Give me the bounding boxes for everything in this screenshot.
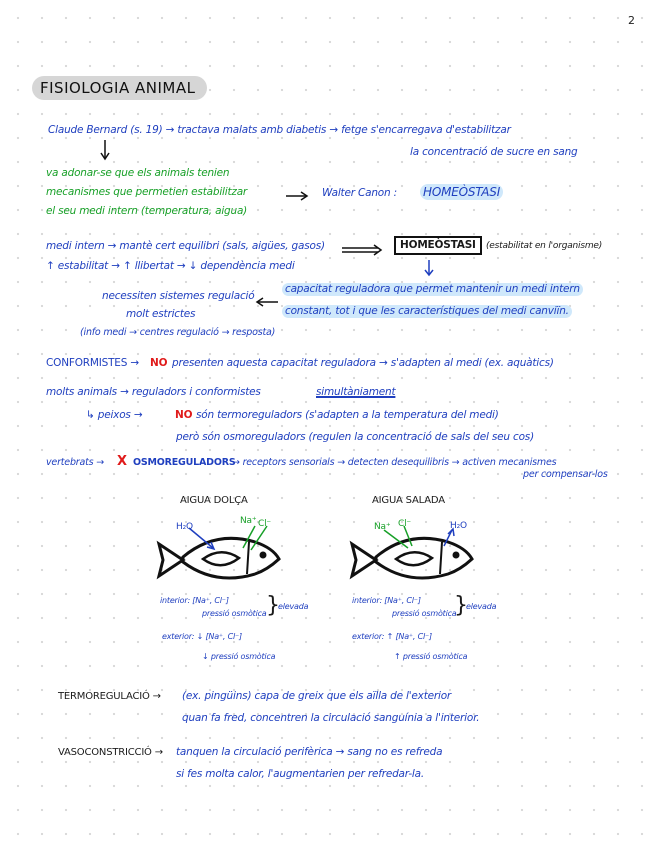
fish-salt-label-h2o: H₂O	[450, 521, 467, 531]
cannon-line-2: mecanismes que permetien estabilitzar	[46, 186, 248, 198]
simultaniament: simultàniament	[316, 386, 396, 398]
fish-title-salt: AIGUA SALADA	[372, 495, 445, 506]
sistemes-line-2: molt estrictes	[126, 308, 196, 320]
fish-salt-label-cl: Cl⁻	[398, 519, 411, 529]
homeostasi-box: HOMEÒSTASI	[394, 236, 482, 255]
capacitat-line-2: constant, tot i que les característiques del medi canviïn.	[282, 305, 572, 318]
fish-salt-interior: interior: [Na⁺, Cl⁻]	[352, 596, 421, 605]
vaso-label: VASOCONSTRICCIÓ →	[58, 747, 163, 758]
homeostasi-note: (estabilitat en l'organisme)	[486, 241, 603, 251]
bracket-fresh: }	[266, 593, 280, 618]
down-arrow-icon	[100, 140, 110, 162]
page-title: FISIOLOGIA ANIMAL	[32, 76, 207, 100]
fish-fresh-interior-2: pressió osmòtica	[202, 609, 267, 618]
fish-salt-interior-2: pressió osmòtica	[392, 609, 457, 618]
cannon-line-1: va adonar-se que els animals tenien	[46, 167, 230, 179]
conformistes-text: presenten aquesta capacitat reguladora → s'adapten al medi (ex. aquàtics)	[172, 357, 554, 369]
double-arrow-icon	[342, 244, 384, 256]
fish-fresh-bracket: elevada	[278, 602, 309, 611]
medi-line-1: medi intern → mantè cert equilibri (sals, aigües, gasos)	[46, 240, 325, 252]
conformistes-label: CONFORMISTES →	[46, 357, 139, 369]
fish-salt-exterior: exterior: ↑ [Na⁺, Cl⁻]	[352, 632, 432, 641]
fish-fresh-label-h2o: H₂O	[176, 522, 193, 532]
sistemes-line-1: necessiten sistemes regulació	[102, 290, 255, 302]
peixos-label: ↳ peixos →	[86, 409, 143, 421]
termo-label: TERMOREGULACIÓ →	[58, 691, 161, 702]
fish-salt-bracket: elevada	[466, 602, 497, 611]
left-arrow-icon	[254, 297, 280, 307]
cannon-name: Walter Canon :	[322, 187, 397, 199]
peixos-osmo: però són osmoreguladors (regulen la concentració de sals del seu cos)	[176, 431, 534, 443]
vertebrats-bold: OSMOREGULADORS	[133, 457, 236, 468]
cannon-line-3: el seu medi intern (temperatura, aigua)	[46, 205, 248, 217]
fish-fresh-exterior-2: ↓ pressió osmòtica	[202, 652, 276, 661]
vaso-line-1: tanquen la circulació perifèrica → sang no es refreda	[176, 746, 443, 758]
fish-fresh-interior: interior: [Na⁺, Cl⁻]	[160, 596, 229, 605]
vertebrats-label: vertebrats →	[46, 457, 104, 468]
page-number: 2	[628, 14, 635, 27]
down-arrow-icon	[424, 260, 434, 278]
fish-fresh-label-cl: Cl⁻	[258, 519, 271, 529]
medi-line-2: ↑ estabilitat → ↑ llibertat → ↓ dependència medi	[46, 260, 295, 272]
vertebrats-text-2: per compensar-los	[523, 469, 608, 480]
fish-title-fresh: AIGUA DOLÇA	[180, 495, 248, 506]
right-arrow-icon	[286, 191, 310, 201]
fish-salt-label-na: Na⁺	[374, 522, 391, 532]
termo-line-1: (ex. pingüins) capa de greix que els aïlla de l'exterior	[182, 690, 452, 702]
bernard-line-2: la concentració de sucre en sang	[410, 146, 578, 158]
fish-fresh-label-na: Na⁺	[240, 516, 257, 526]
termo-line-2: quan fa fred, concentren la circulació sanguínia a l'interior.	[182, 712, 480, 724]
fish-salt-exterior-2: ↑ pressió osmòtica	[394, 652, 468, 661]
bracket-salt: }	[454, 593, 468, 618]
peixos-no: NO	[175, 409, 193, 421]
bernard-line-1: Claude Bernard (s. 19) → tractava malats amb diabetis → fetge s'encarregava d'estabilitzar	[48, 124, 511, 136]
capacitat-line-1: capacitat reguladora que permet mantenir un medi intern	[282, 283, 583, 296]
vertebrats-text: → receptors sensorials → detecten desequilibris → activen mecanismes	[232, 457, 557, 468]
sistemes-line-3: (info medi → centres regulació → resposta)	[80, 327, 276, 338]
homeostasi-keyword: HOMEÒSTASI	[420, 184, 503, 200]
fish-fresh-exterior: exterior: ↓ [Na⁺, Cl⁻]	[162, 632, 242, 641]
vertebrats-x: X	[117, 454, 127, 469]
peixos-text: són termoreguladors (s'adapten a la temperatura del medi)	[196, 409, 499, 421]
molts-line-1: molts animals → reguladors i conformistes	[46, 386, 261, 398]
vaso-line-2: si fes molta calor, l'augmentarien per refredar-la.	[176, 768, 425, 780]
conformistes-no: NO	[150, 357, 168, 369]
